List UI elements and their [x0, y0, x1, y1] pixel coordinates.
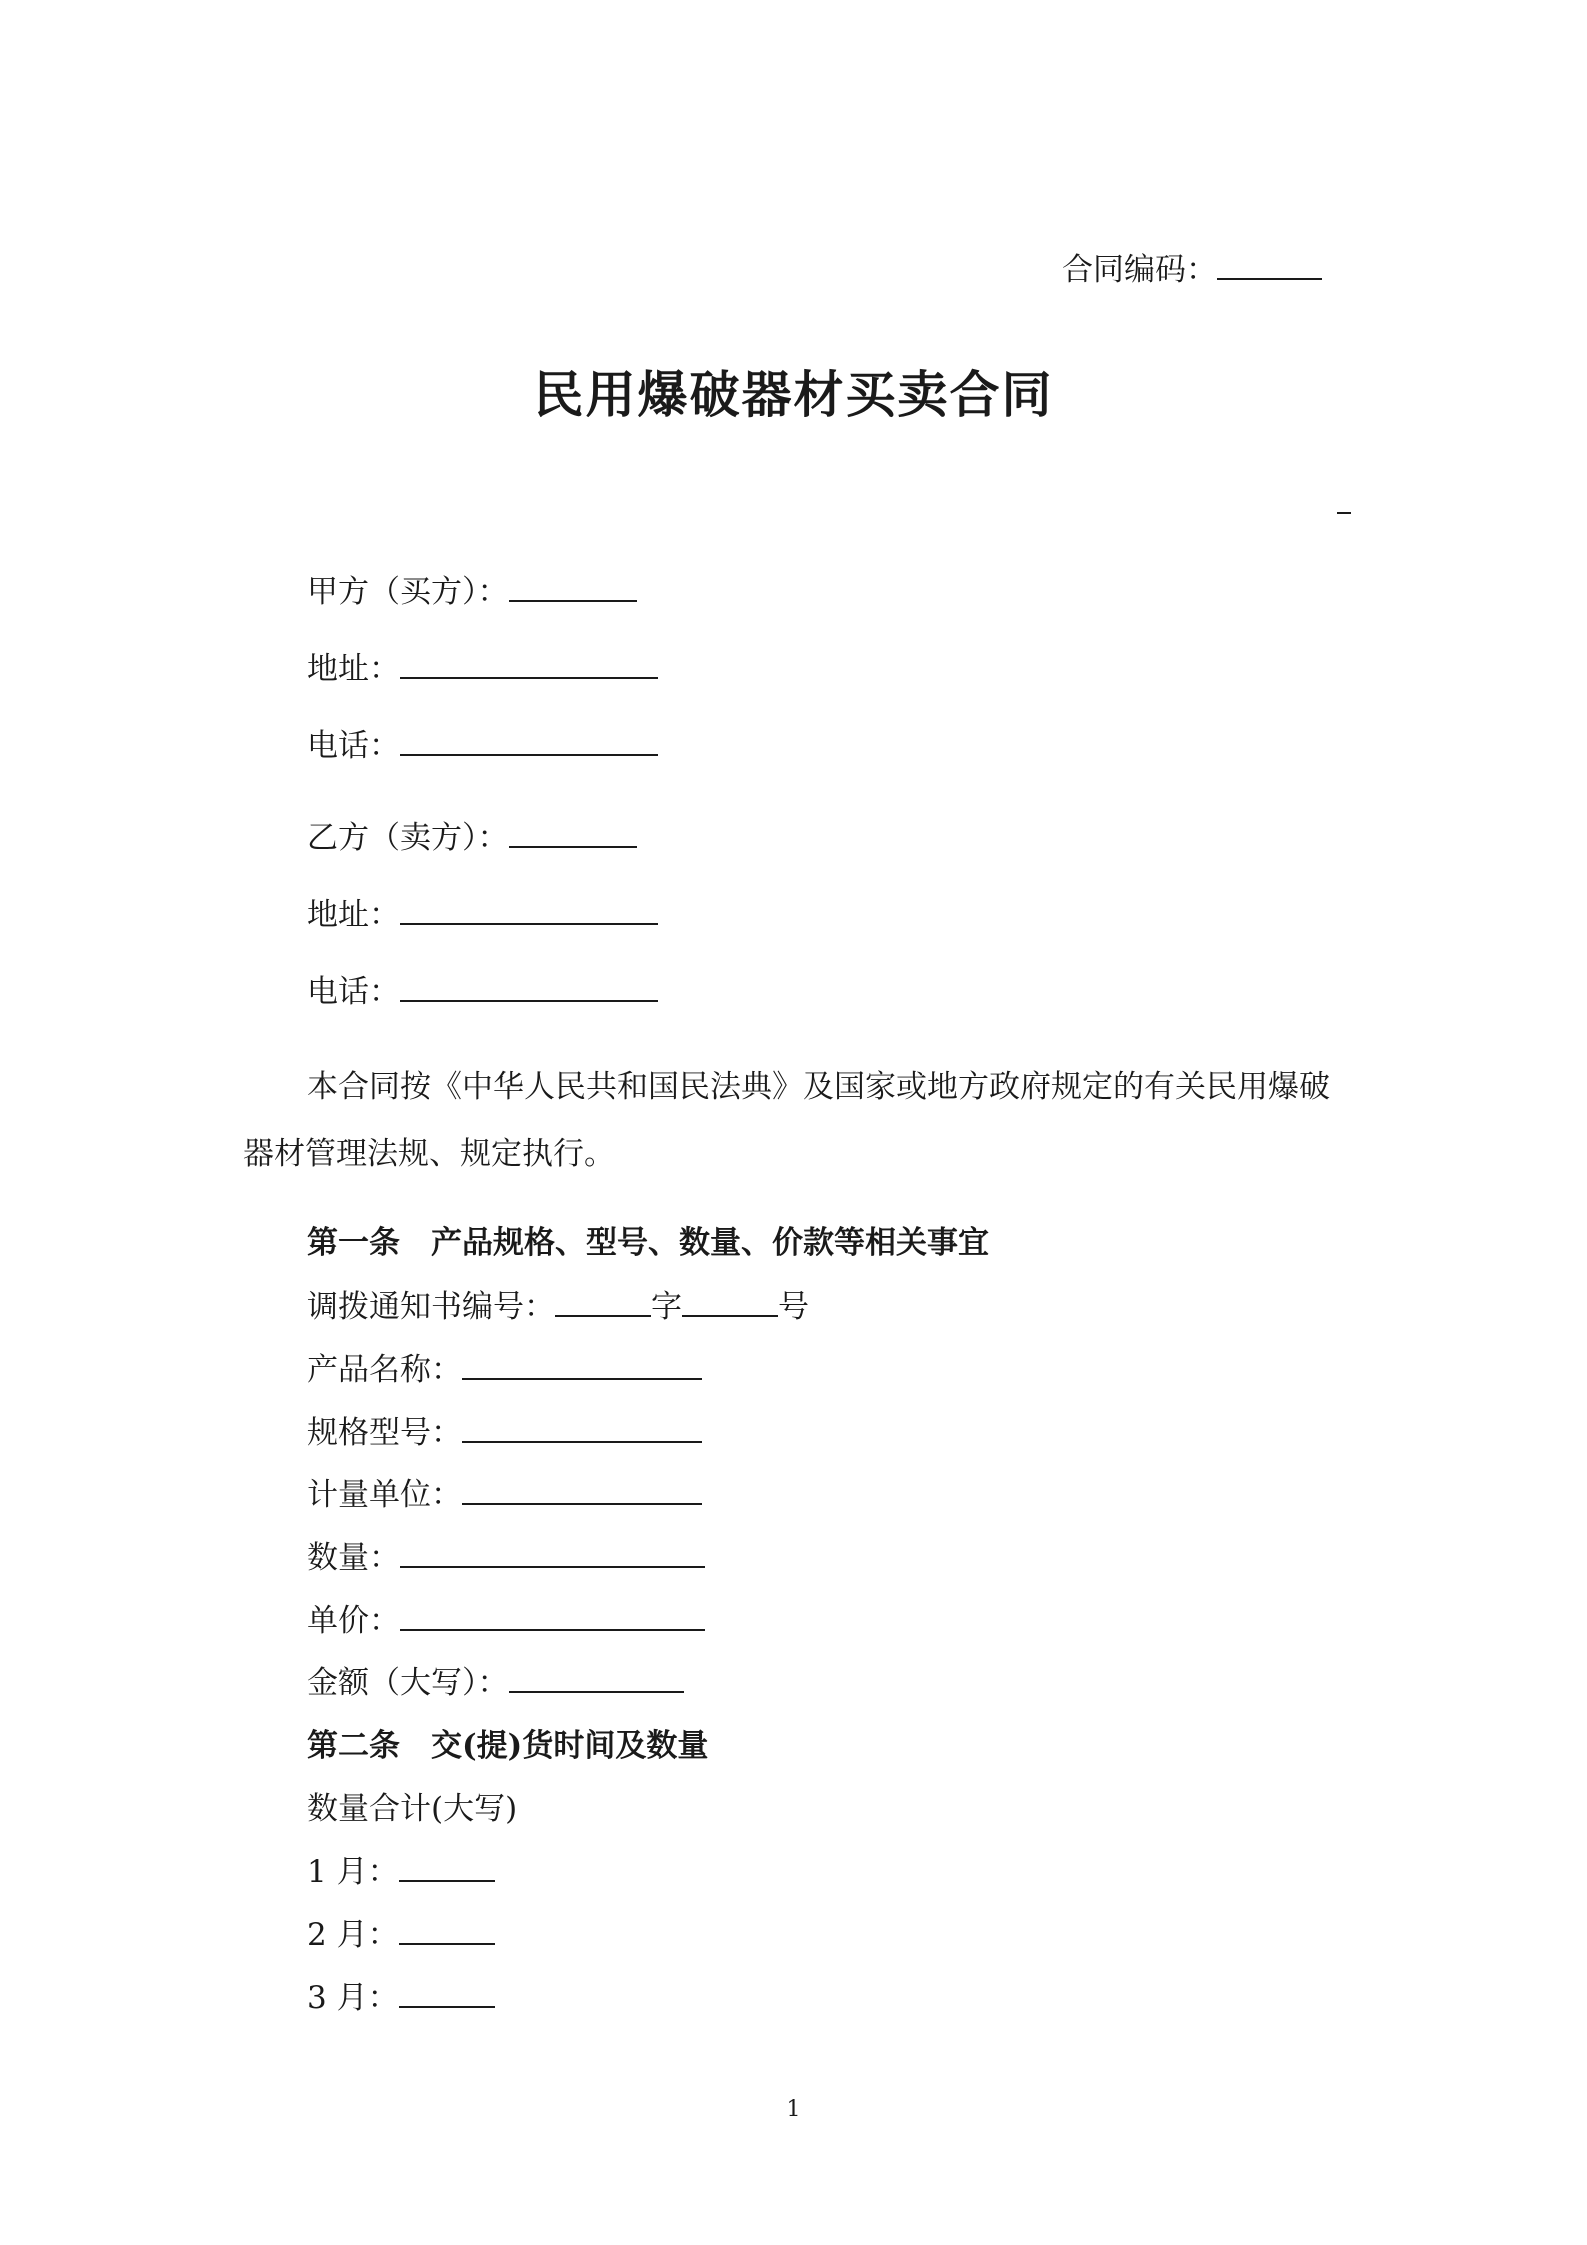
notice-number-blank-2: [682, 1291, 778, 1317]
party-a-phone-blank: [400, 730, 658, 756]
corner-mark: [1337, 512, 1351, 514]
notice-number-row: [307, 1287, 809, 1327]
quantity-row: [307, 1538, 705, 1578]
party-b-phone-blank: [400, 976, 658, 1002]
party-a-address-blank: [400, 653, 658, 679]
product-name-row: [307, 1350, 702, 1390]
preamble-line-2: 器材管理法规、规定执行。: [243, 1136, 615, 1172]
unit-label: 计量单位：: [307, 1477, 462, 1513]
month-row-2: [307, 1915, 495, 1955]
spec-model-row: [307, 1413, 702, 1453]
party-a-address-row: [307, 649, 658, 689]
article-1-heading: 第一条 产品规格、型号、数量、价款等相关事宜: [307, 1225, 989, 1261]
contract-code-row: [1062, 250, 1322, 290]
contract-code-label: 合同编码：: [1062, 252, 1217, 288]
article-2-heading: 第二条 交(提)货时间及数量: [307, 1728, 709, 1764]
amount-label: 金额（大写）：: [307, 1665, 509, 1701]
page-number: 1: [786, 2097, 801, 2122]
notice-number-blank-1: [555, 1291, 651, 1317]
amount-blank: [509, 1667, 684, 1693]
party-b-address-row: [307, 895, 658, 935]
product-name-label: 产品名称：: [307, 1352, 462, 1388]
party-a-blank: [509, 576, 637, 602]
party-b-row: [307, 818, 637, 858]
quantity-label: 数量：: [307, 1540, 400, 1576]
party-a-address-label: 地址：: [307, 651, 400, 687]
notice-zi-text: 字: [651, 1289, 682, 1325]
month-row-3: [307, 1978, 495, 2018]
party-a-phone-label: 电话：: [307, 728, 400, 764]
unit-price-blank: [400, 1605, 705, 1631]
contract-code-blank: [1217, 254, 1322, 280]
month-1-label: 1 月：: [307, 1854, 399, 1890]
month-row-1: [307, 1852, 495, 1892]
party-a-label: 甲方（买方）：: [307, 574, 509, 610]
party-b-address-label: 地址：: [307, 897, 400, 933]
notice-hao-text: 号: [778, 1289, 809, 1325]
quantity-total-label: 数量合计(大写): [307, 1791, 518, 1827]
unit-price-row: [307, 1601, 705, 1641]
unit-blank: [462, 1479, 702, 1505]
party-b-label: 乙方（卖方）：: [307, 820, 509, 856]
party-b-blank: [509, 822, 637, 848]
unit-price-label: 单价：: [307, 1603, 400, 1639]
month-1-blank: [399, 1856, 495, 1882]
spec-model-label: 规格型号：: [307, 1415, 462, 1451]
month-3-label: 3 月：: [307, 1980, 399, 2016]
party-a-phone-row: [307, 726, 658, 766]
notice-number-label: 调拨通知书编号：: [307, 1289, 555, 1325]
month-3-blank: [399, 1982, 495, 2008]
month-2-blank: [399, 1919, 495, 1945]
party-b-address-blank: [400, 899, 658, 925]
party-b-phone-row: [307, 972, 658, 1012]
product-name-blank: [462, 1354, 702, 1380]
quantity-blank: [400, 1542, 705, 1568]
month-2-label: 2 月：: [307, 1917, 399, 1953]
spec-model-blank: [462, 1417, 702, 1443]
party-b-phone-label: 电话：: [307, 974, 400, 1010]
document-title: 民用爆破器材买卖合同: [533, 365, 1054, 424]
party-a-row: [307, 572, 637, 612]
preamble-line-1: 本合同按《中华人民共和国民法典》及国家或地方政府规定的有关民用爆破: [307, 1069, 1330, 1105]
amount-row: [307, 1663, 684, 1703]
unit-row: [307, 1475, 702, 1515]
